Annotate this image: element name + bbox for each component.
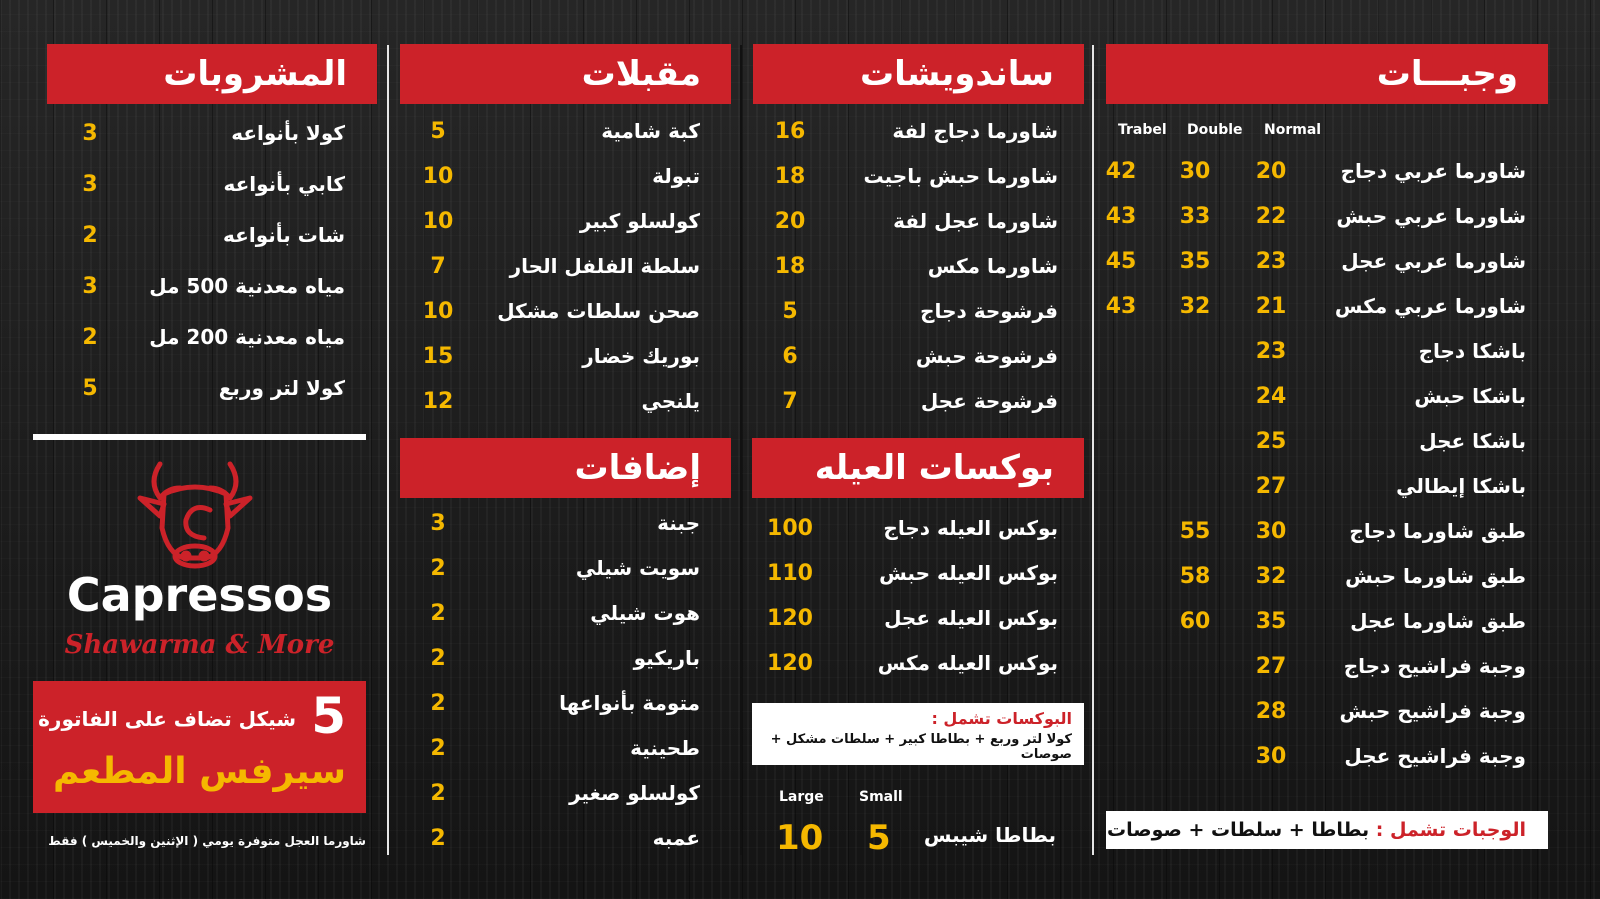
meal-item-row — [1106, 598, 1526, 644]
sandwiches-header: ساندويشات — [753, 44, 1084, 104]
meal-item-name: وجبة فراشيح دجاج — [1343, 654, 1526, 678]
menu-item-name: سلطة الفلفل الحار — [509, 254, 700, 278]
menu-item-name: هوت شيلي — [590, 601, 700, 625]
menu-item-price: 6 — [782, 343, 798, 369]
meal-price-trabel: 42 — [1105, 158, 1137, 184]
menu-item-price: 2 — [430, 780, 446, 806]
menu-item-row — [753, 333, 1058, 379]
meal-price-normal: 21 — [1255, 293, 1287, 319]
meal-item-row — [1106, 418, 1526, 464]
menu-item-price: 7 — [430, 253, 446, 279]
meal-price-trabel: 43 — [1105, 293, 1137, 319]
menu-item-price: 2 — [430, 825, 446, 851]
meal-item-row — [1106, 373, 1526, 419]
menu-item-row — [753, 378, 1058, 424]
meals-note — [1106, 811, 1548, 849]
meal-price-normal: 32 — [1255, 563, 1287, 589]
meal-price-double: 30 — [1179, 158, 1211, 184]
meals-header: وجبـــات — [1106, 44, 1548, 104]
family-boxes-header: بوكسات العيله — [752, 438, 1084, 498]
footnote: شاورما العجل متوفرة يومي ( الإثنين والخميس ) فقط — [48, 834, 366, 848]
menu-item-name: كولا بأنواعه — [231, 121, 345, 145]
meal-price-normal: 23 — [1255, 248, 1287, 274]
meal-price-normal: 20 — [1255, 158, 1287, 184]
brand-name: Capressos — [66, 568, 333, 622]
menu-item-price: 12 — [422, 388, 454, 414]
meal-item-row — [1106, 733, 1526, 779]
menu-item-name: فرشوحة دجاج — [920, 299, 1058, 323]
menu-item-name: بوكس العيله مكس — [877, 651, 1058, 675]
meal-price-normal: 35 — [1255, 608, 1287, 634]
menu-item-name: فرشوحة عجل — [920, 389, 1058, 413]
menu-item-row — [410, 725, 700, 771]
meals-list — [1106, 148, 1526, 798]
menu-item-row — [753, 153, 1058, 199]
menu-item-name: يلنجي — [641, 389, 700, 413]
menu-item-price: 3 — [430, 510, 446, 536]
meal-item-name: باشكا حبش — [1414, 384, 1526, 408]
column-divider — [1092, 45, 1094, 855]
meal-item-row — [1106, 238, 1526, 284]
meals-col-normal: Normal — [1264, 122, 1322, 138]
meal-item-name: شاورما عربي دجاج — [1340, 159, 1526, 183]
menu-item-price: 120 — [767, 650, 813, 676]
meal-price-normal: 30 — [1255, 518, 1287, 544]
brand-logo — [130, 458, 260, 573]
menu-item-row — [410, 680, 700, 726]
meal-price-double: 58 — [1179, 563, 1211, 589]
meal-item-row — [1106, 508, 1526, 554]
meal-price-normal: 25 — [1255, 428, 1287, 454]
menu-item-row — [410, 108, 700, 154]
menu-item-price: 18 — [774, 163, 806, 189]
appetizers-list — [410, 108, 700, 428]
meal-item-name: طبق شاورما دجاج — [1349, 519, 1526, 543]
menu-item-name: شات بأنواعه — [223, 223, 345, 247]
meal-item-row — [1106, 283, 1526, 329]
additions-list — [410, 500, 700, 870]
column-divider — [740, 45, 742, 855]
menu-item-name: كبة شامية — [601, 119, 700, 143]
menu-item-row — [410, 590, 700, 636]
meal-item-name: وجبة فراشيح عجل — [1344, 744, 1526, 768]
meal-price-normal: 28 — [1255, 698, 1287, 724]
meal-item-name: باشكا عجل — [1419, 429, 1526, 453]
column-divider — [387, 45, 389, 855]
meal-item-row — [1106, 148, 1526, 194]
family-boxes-note-label: البوكسات تشمل : — [931, 709, 1072, 728]
meal-item-row — [1106, 193, 1526, 239]
fries-large-price: 10 — [776, 818, 824, 858]
meal-item-row — [1106, 328, 1526, 374]
menu-item-row — [410, 288, 700, 334]
menu-item-row — [410, 243, 700, 289]
meal-item-name: شاورما عربي حبش — [1336, 204, 1526, 228]
menu-item-row — [55, 314, 345, 360]
service-line2: سيرفس المطعم — [52, 751, 347, 792]
family-boxes-note — [752, 703, 1084, 765]
menu-item-price: 3 — [82, 171, 98, 197]
meals-col-double: Double — [1187, 122, 1243, 138]
meal-price-double: 60 — [1179, 608, 1211, 634]
menu-item-price: 2 — [82, 222, 98, 248]
menu-item-price: 2 — [82, 324, 98, 350]
menu-item-name: شاورما دجاج لفة — [892, 119, 1058, 143]
meal-item-name: باشكا إيطالي — [1396, 474, 1526, 498]
service-line1: شيكل تضاف على الفاتورة — [38, 707, 296, 731]
meal-price-double: 32 — [1179, 293, 1211, 319]
menu-item-name: طحينية — [630, 736, 700, 760]
menu-item-name: مياه معدنية 200 مل — [149, 325, 345, 349]
bull-icon — [130, 458, 260, 573]
meal-price-trabel: 43 — [1105, 203, 1137, 229]
menu-item-price: 18 — [774, 253, 806, 279]
meal-item-row — [1106, 553, 1526, 599]
sandwiches-list — [753, 108, 1058, 428]
drinks-list — [55, 110, 345, 420]
menu-item-price: 110 — [767, 560, 813, 586]
menu-item-row — [55, 365, 345, 411]
menu-item-row — [410, 500, 700, 546]
menu-item-price: 5 — [782, 298, 798, 324]
menu-item-name: شاورما حبش باجيت — [863, 164, 1058, 188]
family-boxes-list — [753, 505, 1058, 690]
menu-item-row — [410, 378, 700, 424]
brand-tagline: Shawarma & More — [64, 630, 335, 660]
menu-item-name: متومة بأنواعها — [559, 691, 700, 715]
menu-item-row — [410, 545, 700, 591]
meal-item-name: شاورما عربي عجل — [1341, 249, 1526, 273]
menu-item-row — [410, 333, 700, 379]
meal-item-row — [1106, 643, 1526, 689]
menu-item-price: 2 — [430, 600, 446, 626]
menu-item-name: عمبه — [652, 826, 700, 850]
menu-item-name: بوريك خضار — [582, 344, 700, 368]
meal-item-name: وجبة فراشيح حبش — [1339, 699, 1526, 723]
menu-item-row — [753, 595, 1058, 641]
menu-item-row — [753, 640, 1058, 686]
menu-item-name: سويت شيلي — [575, 556, 700, 580]
menu-item-price: 16 — [774, 118, 806, 144]
menu-item-name: كابي بأنواعه — [223, 172, 345, 196]
service-amount: 5 — [311, 687, 346, 745]
menu-item-name: كولسلو كبير — [579, 209, 700, 233]
menu-item-price: 2 — [430, 555, 446, 581]
menu-item-name: بوكس العيله عجل — [884, 606, 1058, 630]
meals-col-trabel: Trabel — [1118, 122, 1167, 138]
drinks-header: المشروبات — [47, 44, 377, 104]
menu-item-name: فرشوحة حبش — [915, 344, 1058, 368]
menu-item-row — [753, 550, 1058, 596]
menu-item-price: 7 — [782, 388, 798, 414]
additions-header: إضافات — [400, 438, 731, 498]
meal-price-normal: 27 — [1255, 653, 1287, 679]
appetizers-header: مقبلات — [400, 44, 731, 104]
menu-item-price: 3 — [82, 273, 98, 299]
meal-item-name: باشكا دجاج — [1418, 339, 1526, 363]
meal-item-name: شاورما عربي مكس — [1334, 294, 1526, 318]
meal-price-double: 55 — [1179, 518, 1211, 544]
menu-item-name: بوكس العيله حبش — [879, 561, 1058, 585]
fries-large-label: Large — [779, 789, 824, 805]
menu-item-row — [410, 635, 700, 681]
service-charge-box — [33, 681, 366, 813]
menu-item-row — [753, 505, 1058, 551]
meal-price-normal: 22 — [1255, 203, 1287, 229]
fries-name: بطاطا شيبس — [923, 823, 1056, 847]
menu-item-name: كولا لتر وربع — [218, 376, 345, 400]
meals-note-label: الوجبات تشمل : — [1375, 819, 1526, 841]
meal-price-double: 33 — [1179, 203, 1211, 229]
menu-item-price: 10 — [422, 208, 454, 234]
meal-item-row — [1106, 688, 1526, 734]
menu-item-row — [753, 198, 1058, 244]
menu-item-row — [410, 198, 700, 244]
menu-item-row — [55, 212, 345, 258]
menu-item-price: 10 — [422, 298, 454, 324]
menu-item-row — [410, 815, 700, 861]
meal-item-row — [1106, 463, 1526, 509]
menu-item-name: بوكس العيله دجاج — [883, 516, 1058, 540]
fries-small-label: Small — [859, 789, 903, 805]
menu-item-row — [753, 108, 1058, 154]
menu-item-price: 5 — [430, 118, 446, 144]
menu-item-row — [753, 243, 1058, 289]
menu-item-price: 120 — [767, 605, 813, 631]
drinks-underline — [33, 434, 366, 440]
menu-item-row — [753, 288, 1058, 334]
menu-item-name: باريكيو — [633, 646, 700, 670]
meal-price-normal: 23 — [1255, 338, 1287, 364]
menu-item-name: شاورما مكس — [927, 254, 1058, 278]
meal-price-normal: 24 — [1255, 383, 1287, 409]
menu-item-name: شاورما عجل لفة — [893, 209, 1058, 233]
menu-item-row — [410, 153, 700, 199]
menu-item-price: 3 — [82, 120, 98, 146]
menu-item-price: 100 — [767, 515, 813, 541]
menu-item-price: 2 — [430, 645, 446, 671]
menu-item-name: تبولة — [652, 164, 700, 188]
meal-price-double: 35 — [1179, 248, 1211, 274]
meal-item-name: طبق شاورما حبش — [1345, 564, 1526, 588]
menu-item-name: جبنة — [657, 511, 700, 535]
menu-item-price: 2 — [430, 690, 446, 716]
fries-small-price: 5 — [867, 818, 891, 858]
menu-item-price: 10 — [422, 163, 454, 189]
menu-item-price: 15 — [422, 343, 454, 369]
menu-item-row — [55, 161, 345, 207]
menu-item-price: 5 — [82, 375, 98, 401]
meal-price-normal: 30 — [1255, 743, 1287, 769]
menu-item-name: مياه معدنية 500 مل — [149, 274, 345, 298]
menu-item-name: كولسلو صغير — [569, 781, 700, 805]
menu-item-price: 2 — [430, 735, 446, 761]
meal-price-normal: 27 — [1255, 473, 1287, 499]
menu-item-price: 20 — [774, 208, 806, 234]
meal-item-name: طبق شاورما عجل — [1350, 609, 1526, 633]
family-boxes-note-text: كولا لتر وربع + بطاطا كبير + سلطات مشكل + صوصات — [770, 732, 1072, 762]
meals-note-text: بطاطا + سلطات + صوصات — [1107, 819, 1370, 841]
menu-item-row — [410, 770, 700, 816]
menu-item-row — [55, 110, 345, 156]
meal-price-trabel: 45 — [1105, 248, 1137, 274]
menu-item-row — [55, 263, 345, 309]
menu-item-name: صحن سلطات مشكل — [497, 299, 700, 323]
